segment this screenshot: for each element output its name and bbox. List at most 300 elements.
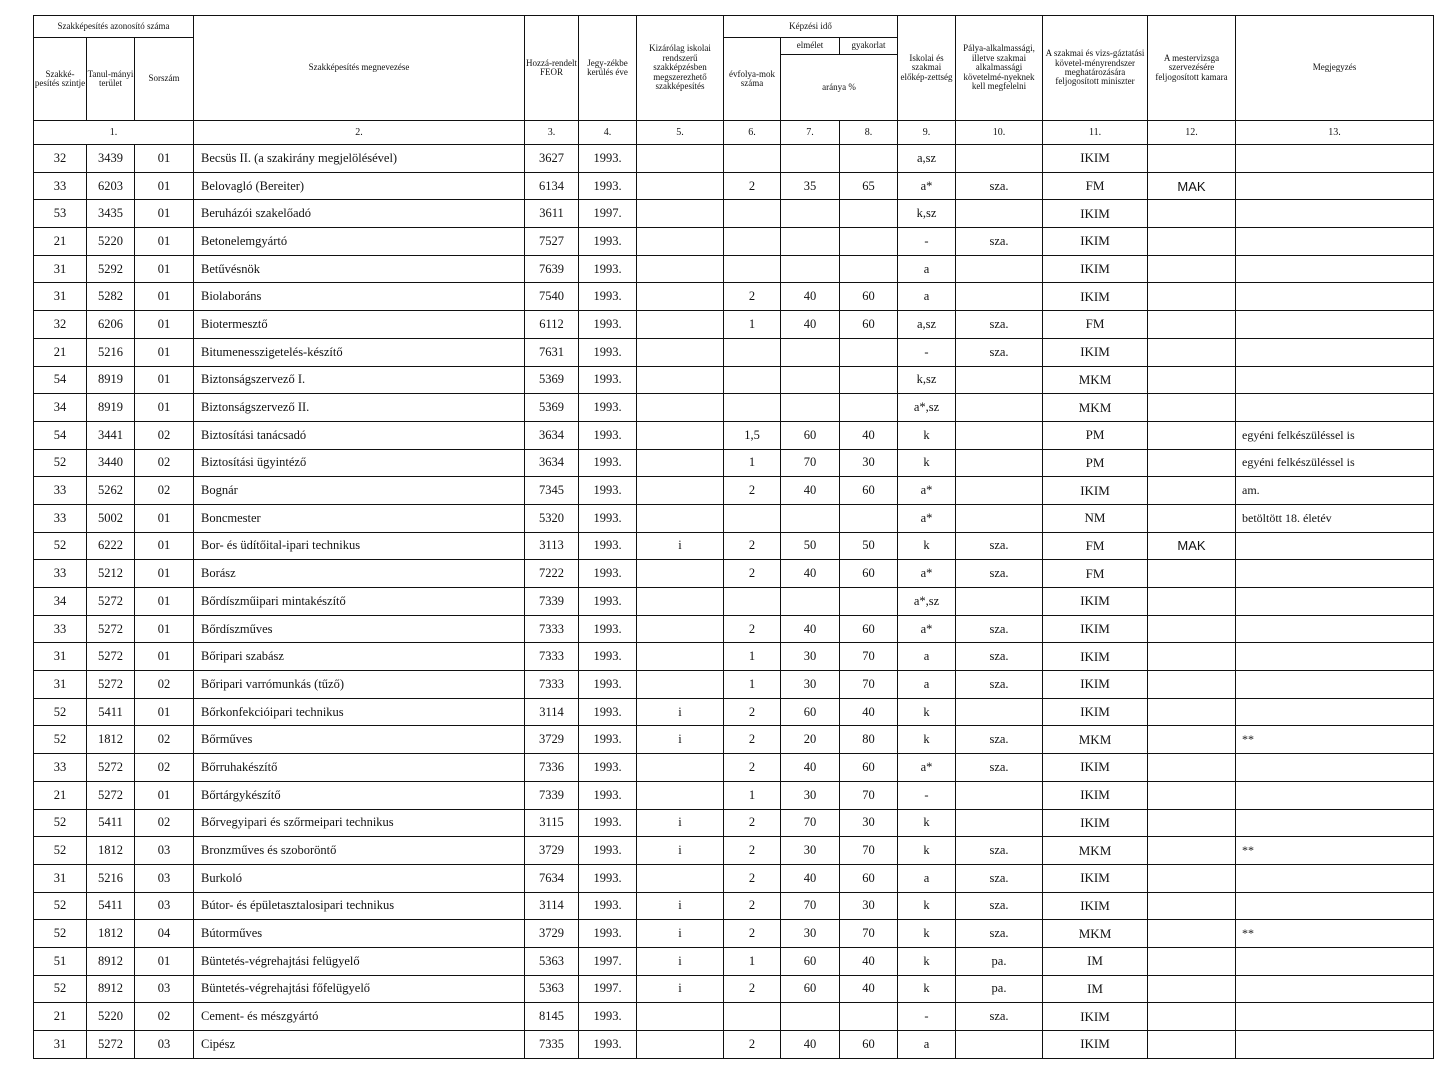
cell-prerequisite: k: [898, 892, 956, 920]
cell-year: 1993.: [579, 560, 637, 588]
cell-feor: 5363: [525, 947, 579, 975]
table-row: [34, 394, 1434, 422]
cell-grades: 2: [724, 615, 781, 643]
table-row: [34, 615, 1434, 643]
cell-serial: 01: [135, 228, 194, 256]
cell-minister: MKM: [1043, 837, 1148, 865]
header-area: Tanul-mányi terület: [87, 38, 135, 121]
cell-chamber: [1148, 311, 1236, 339]
cell-aptitude: sza.: [956, 643, 1043, 671]
cell-feor: 7639: [525, 255, 579, 283]
cell-notes: [1236, 975, 1434, 1003]
cell-name: Biztonságszervező I.: [194, 366, 525, 394]
cell-prerequisite: k: [898, 837, 956, 865]
cell-area: 1812: [87, 837, 135, 865]
cell-theory: [781, 1003, 840, 1031]
cell-level: 33: [34, 172, 87, 200]
cell-feor: 7336: [525, 754, 579, 782]
header-notes: Megjegyzés: [1236, 16, 1434, 121]
cell-feor: 7333: [525, 671, 579, 699]
table-row: [34, 864, 1434, 892]
cell-name: Cement- és mészgyártó: [194, 1003, 525, 1031]
cell-level: 21: [34, 781, 87, 809]
cell-prerequisite: k: [898, 532, 956, 560]
table-row: [34, 809, 1434, 837]
cell-name: Bor- és üdítőital-ipari technikus: [194, 532, 525, 560]
cell-practice: 60: [840, 560, 898, 588]
cell-chamber: [1148, 920, 1236, 948]
cell-name: Bronzműves és szoboröntő: [194, 837, 525, 865]
cell-notes: [1236, 366, 1434, 394]
cell-notes: egyéni felkészüléssel is: [1236, 421, 1434, 449]
cell-level: 52: [34, 726, 87, 754]
cell-school-only: [637, 255, 724, 283]
cell-serial: 01: [135, 255, 194, 283]
cell-school-only: [637, 311, 724, 339]
cell-name: Biolaboráns: [194, 283, 525, 311]
cell-name: Biztosítási ügyintéző: [194, 449, 525, 477]
cell-name: Borász: [194, 560, 525, 588]
cell-grades: 2: [724, 698, 781, 726]
cell-serial: 01: [135, 366, 194, 394]
cell-school-only: i: [637, 892, 724, 920]
cell-name: Beruházói szakelőadó: [194, 200, 525, 228]
table-row: [34, 560, 1434, 588]
cell-area: 3435: [87, 200, 135, 228]
cell-practice: 40: [840, 947, 898, 975]
cell-grades: 2: [724, 892, 781, 920]
cell-notes: [1236, 1031, 1434, 1059]
cell-theory: [781, 145, 840, 173]
cell-serial: 02: [135, 449, 194, 477]
cell-chamber: [1148, 338, 1236, 366]
column-number: 8.: [840, 121, 898, 145]
cell-year: 1993.: [579, 615, 637, 643]
cell-level: 34: [34, 394, 87, 422]
cell-aptitude: pa.: [956, 947, 1043, 975]
cell-minister: MKM: [1043, 366, 1148, 394]
cell-school-only: [637, 560, 724, 588]
cell-grades: [724, 504, 781, 532]
cell-level: 54: [34, 421, 87, 449]
cell-practice: 60: [840, 754, 898, 782]
cell-school-only: [637, 421, 724, 449]
header-name: Szakképesítés megnevezése: [194, 16, 525, 121]
cell-serial: 01: [135, 781, 194, 809]
cell-practice: 60: [840, 283, 898, 311]
cell-name: Biotermesztő: [194, 311, 525, 339]
cell-grades: 1: [724, 449, 781, 477]
cell-level: 31: [34, 671, 87, 699]
header-year: Jegy-zékbe kerülés éve: [579, 16, 637, 121]
cell-aptitude: sza.: [956, 532, 1043, 560]
cell-grades: 2: [724, 1031, 781, 1059]
cell-serial: 01: [135, 588, 194, 616]
table-row: [34, 172, 1434, 200]
cell-school-only: [637, 1031, 724, 1059]
cell-notes: [1236, 311, 1434, 339]
cell-notes: [1236, 698, 1434, 726]
cell-serial: 02: [135, 726, 194, 754]
cell-notes: [1236, 643, 1434, 671]
cell-name: Biztonságszervező II.: [194, 394, 525, 422]
cell-area: 5220: [87, 228, 135, 256]
cell-prerequisite: k,sz: [898, 200, 956, 228]
cell-theory: 40: [781, 477, 840, 505]
cell-year: 1993.: [579, 837, 637, 865]
table-row: [34, 1003, 1434, 1031]
cell-level: 54: [34, 366, 87, 394]
cell-year: 1993.: [579, 781, 637, 809]
cell-prerequisite: a,sz: [898, 145, 956, 173]
cell-practice: 80: [840, 726, 898, 754]
cell-level: 34: [34, 588, 87, 616]
cell-area: 8919: [87, 366, 135, 394]
cell-theory: 30: [781, 643, 840, 671]
cell-level: 52: [34, 892, 87, 920]
cell-chamber: MAK: [1148, 172, 1236, 200]
cell-area: 5411: [87, 809, 135, 837]
header-school-only: Kizárólag iskolai rendszerű szakképzésben megszerezhető szakképesítés: [637, 16, 724, 121]
cell-chamber: [1148, 1003, 1236, 1031]
cell-feor: 5320: [525, 504, 579, 532]
cell-school-only: [637, 477, 724, 505]
cell-serial: 03: [135, 1031, 194, 1059]
cell-chamber: [1148, 947, 1236, 975]
cell-name: Büntetés-végrehajtási felügyelő: [194, 947, 525, 975]
table-row: [34, 671, 1434, 699]
cell-area: 5411: [87, 698, 135, 726]
cell-aptitude: sza.: [956, 892, 1043, 920]
cell-practice: [840, 228, 898, 256]
cell-level: 52: [34, 837, 87, 865]
cell-theory: [781, 588, 840, 616]
cell-area: 5272: [87, 781, 135, 809]
cell-feor: 7634: [525, 864, 579, 892]
cell-aptitude: [956, 781, 1043, 809]
cell-prerequisite: a*: [898, 615, 956, 643]
cell-level: 31: [34, 864, 87, 892]
cell-area: 1812: [87, 726, 135, 754]
table-row: [34, 532, 1434, 560]
cell-year: 1993.: [579, 366, 637, 394]
cell-prerequisite: a*: [898, 172, 956, 200]
cell-chamber: [1148, 228, 1236, 256]
cell-minister: IKIM: [1043, 643, 1148, 671]
cell-year: 1993.: [579, 311, 637, 339]
cell-chamber: MAK: [1148, 532, 1236, 560]
cell-practice: 70: [840, 920, 898, 948]
cell-grades: [724, 228, 781, 256]
cell-practice: 65: [840, 172, 898, 200]
cell-serial: 02: [135, 671, 194, 699]
header-feor: Hozzá-rendelt FEOR: [525, 16, 579, 121]
cell-grades: 2: [724, 754, 781, 782]
cell-minister: FM: [1043, 172, 1148, 200]
cell-chamber: [1148, 671, 1236, 699]
cell-theory: [781, 504, 840, 532]
cell-school-only: i: [637, 532, 724, 560]
cell-practice: [840, 588, 898, 616]
cell-notes: [1236, 671, 1434, 699]
cell-area: 5216: [87, 338, 135, 366]
cell-year: 1993.: [579, 698, 637, 726]
cell-area: 8912: [87, 947, 135, 975]
cell-chamber: [1148, 615, 1236, 643]
cell-prerequisite: a*: [898, 504, 956, 532]
cell-notes: [1236, 864, 1434, 892]
cell-minister: IKIM: [1043, 255, 1148, 283]
cell-aptitude: sza.: [956, 311, 1043, 339]
table-row: [34, 504, 1434, 532]
cell-grades: 2: [724, 920, 781, 948]
cell-area: 5216: [87, 864, 135, 892]
cell-prerequisite: a*: [898, 754, 956, 782]
cell-chamber: [1148, 892, 1236, 920]
cell-feor: 7339: [525, 781, 579, 809]
cell-year: 1993.: [579, 283, 637, 311]
cell-notes: [1236, 892, 1434, 920]
table-row: [34, 588, 1434, 616]
cell-school-only: [637, 615, 724, 643]
cell-school-only: [637, 781, 724, 809]
cell-school-only: [637, 228, 724, 256]
cell-theory: 60: [781, 421, 840, 449]
header-prerequisite: Iskolai és szakmai előkép-zettség: [898, 16, 956, 121]
cell-name: Bútor- és épületasztalosipari technikus: [194, 892, 525, 920]
cell-notes: [1236, 255, 1434, 283]
cell-area: 5220: [87, 1003, 135, 1031]
cell-serial: 02: [135, 809, 194, 837]
cell-grades: 1: [724, 643, 781, 671]
cell-minister: FM: [1043, 532, 1148, 560]
cell-school-only: i: [637, 920, 724, 948]
table-row: [34, 754, 1434, 782]
cell-minister: IKIM: [1043, 200, 1148, 228]
cell-school-only: [637, 394, 724, 422]
cell-notes: **: [1236, 920, 1434, 948]
cell-prerequisite: k,sz: [898, 366, 956, 394]
cell-name: Bőripari varrómunkás (tűző): [194, 671, 525, 699]
cell-name: Becsüs II. (a szakirány megjelölésével): [194, 145, 525, 173]
cell-serial: 01: [135, 200, 194, 228]
cell-prerequisite: a: [898, 255, 956, 283]
cell-prerequisite: k: [898, 975, 956, 1003]
cell-grades: 2: [724, 809, 781, 837]
cell-feor: 5369: [525, 394, 579, 422]
cell-prerequisite: k: [898, 920, 956, 948]
cell-level: 52: [34, 975, 87, 1003]
cell-serial: 01: [135, 311, 194, 339]
cell-theory: 40: [781, 283, 840, 311]
cell-minister: PM: [1043, 421, 1148, 449]
cell-prerequisite: a: [898, 643, 956, 671]
cell-prerequisite: a,sz: [898, 311, 956, 339]
cell-notes: betöltött 18. életév: [1236, 504, 1434, 532]
cell-school-only: [637, 864, 724, 892]
column-number: 9.: [898, 121, 956, 145]
cell-notes: [1236, 560, 1434, 588]
cell-feor: 3114: [525, 892, 579, 920]
cell-name: Boncmester: [194, 504, 525, 532]
cell-minister: PM: [1043, 449, 1148, 477]
cell-aptitude: [956, 504, 1043, 532]
cell-name: Bőrdíszműves: [194, 615, 525, 643]
cell-practice: 40: [840, 421, 898, 449]
cell-level: 52: [34, 532, 87, 560]
table-row: [34, 1031, 1434, 1059]
cell-minister: IM: [1043, 947, 1148, 975]
column-number: 3.: [525, 121, 579, 145]
cell-feor: 3114: [525, 698, 579, 726]
cell-theory: [781, 255, 840, 283]
cell-practice: 60: [840, 864, 898, 892]
cell-prerequisite: a*: [898, 560, 956, 588]
cell-school-only: i: [637, 975, 724, 1003]
cell-chamber: [1148, 421, 1236, 449]
cell-prerequisite: a: [898, 671, 956, 699]
cell-area: 6203: [87, 172, 135, 200]
cell-practice: [840, 504, 898, 532]
cell-year: 1993.: [579, 1003, 637, 1031]
cell-notes: [1236, 200, 1434, 228]
cell-year: 1997.: [579, 975, 637, 1003]
cell-grades: 2: [724, 172, 781, 200]
header-theory: elmélet: [781, 38, 840, 55]
table-row: [34, 145, 1434, 173]
cell-notes: [1236, 1003, 1434, 1031]
cell-level: 52: [34, 809, 87, 837]
cell-aptitude: sza.: [956, 671, 1043, 699]
cell-aptitude: sza.: [956, 615, 1043, 643]
cell-level: 31: [34, 643, 87, 671]
cell-year: 1993.: [579, 671, 637, 699]
cell-prerequisite: k: [898, 947, 956, 975]
cell-theory: 70: [781, 809, 840, 837]
cell-chamber: [1148, 477, 1236, 505]
cell-aptitude: sza.: [956, 1003, 1043, 1031]
cell-notes: egyéni felkészüléssel is: [1236, 449, 1434, 477]
cell-theory: 40: [781, 1031, 840, 1059]
cell-aptitude: [956, 809, 1043, 837]
cell-school-only: [637, 588, 724, 616]
cell-chamber: [1148, 837, 1236, 865]
cell-year: 1993.: [579, 228, 637, 256]
cell-notes: [1236, 172, 1434, 200]
cell-theory: 60: [781, 975, 840, 1003]
cell-school-only: [637, 671, 724, 699]
cell-year: 1993.: [579, 172, 637, 200]
cell-theory: 40: [781, 311, 840, 339]
cell-theory: 30: [781, 920, 840, 948]
cell-prerequisite: k: [898, 809, 956, 837]
cell-school-only: i: [637, 947, 724, 975]
cell-feor: 7527: [525, 228, 579, 256]
cell-theory: 20: [781, 726, 840, 754]
cell-notes: [1236, 754, 1434, 782]
cell-grades: [724, 145, 781, 173]
cell-area: 5282: [87, 283, 135, 311]
cell-name: Bőrvegyipari és szőrmeipari technikus: [194, 809, 525, 837]
cell-feor: 3729: [525, 837, 579, 865]
cell-serial: 02: [135, 421, 194, 449]
header-level: Szakké-pesítés szintje: [34, 38, 87, 121]
column-number: 4.: [579, 121, 637, 145]
cell-minister: MKM: [1043, 394, 1148, 422]
cell-school-only: [637, 366, 724, 394]
cell-minister: IKIM: [1043, 338, 1148, 366]
cell-year: 1993.: [579, 477, 637, 505]
cell-minister: IKIM: [1043, 1031, 1148, 1059]
header-ratio: aránya %: [781, 55, 898, 121]
cell-level: 52: [34, 920, 87, 948]
column-number: 10.: [956, 121, 1043, 145]
cell-practice: 60: [840, 1031, 898, 1059]
table-row: [34, 311, 1434, 339]
header-aptitude: Pálya-alkalmassági, illetve szakmai alkalmassági követelmé-nyeknek kell megfelelni: [956, 16, 1043, 121]
cell-serial: 01: [135, 643, 194, 671]
cell-notes: [1236, 781, 1434, 809]
cell-school-only: i: [637, 726, 724, 754]
cell-practice: 30: [840, 809, 898, 837]
cell-year: 1993.: [579, 504, 637, 532]
cell-theory: 40: [781, 560, 840, 588]
cell-practice: [840, 255, 898, 283]
cell-serial: 01: [135, 394, 194, 422]
cell-minister: IKIM: [1043, 809, 1148, 837]
cell-year: 1993.: [579, 449, 637, 477]
cell-aptitude: [956, 366, 1043, 394]
cell-aptitude: [956, 449, 1043, 477]
cell-practice: [840, 200, 898, 228]
cell-notes: **: [1236, 726, 1434, 754]
cell-year: 1997.: [579, 200, 637, 228]
cell-serial: 01: [135, 560, 194, 588]
cell-feor: 5363: [525, 975, 579, 1003]
cell-chamber: [1148, 283, 1236, 311]
cell-notes: [1236, 532, 1434, 560]
cell-name: Bőrműves: [194, 726, 525, 754]
cell-area: 5272: [87, 643, 135, 671]
cell-area: 3440: [87, 449, 135, 477]
cell-chamber: [1148, 698, 1236, 726]
cell-school-only: [637, 200, 724, 228]
cell-aptitude: sza.: [956, 837, 1043, 865]
cell-serial: 01: [135, 283, 194, 311]
cell-school-only: [637, 283, 724, 311]
cell-serial: 02: [135, 1003, 194, 1031]
cell-prerequisite: -: [898, 781, 956, 809]
cell-school-only: [637, 449, 724, 477]
cell-year: 1993.: [579, 809, 637, 837]
cell-feor: 5369: [525, 366, 579, 394]
cell-area: 5002: [87, 504, 135, 532]
cell-area: 6206: [87, 311, 135, 339]
header-chamber: A mestervizsga szervezésére feljogosított kamara: [1148, 16, 1236, 121]
cell-minister: IKIM: [1043, 145, 1148, 173]
cell-year: 1993.: [579, 532, 637, 560]
cell-theory: 40: [781, 864, 840, 892]
cell-school-only: [637, 172, 724, 200]
cell-aptitude: sza.: [956, 754, 1043, 782]
cell-serial: 02: [135, 477, 194, 505]
cell-feor: 7339: [525, 588, 579, 616]
cell-school-only: i: [637, 837, 724, 865]
column-number: 12.: [1148, 121, 1236, 145]
cell-prerequisite: -: [898, 1003, 956, 1031]
cell-minister: IKIM: [1043, 892, 1148, 920]
cell-practice: 70: [840, 837, 898, 865]
